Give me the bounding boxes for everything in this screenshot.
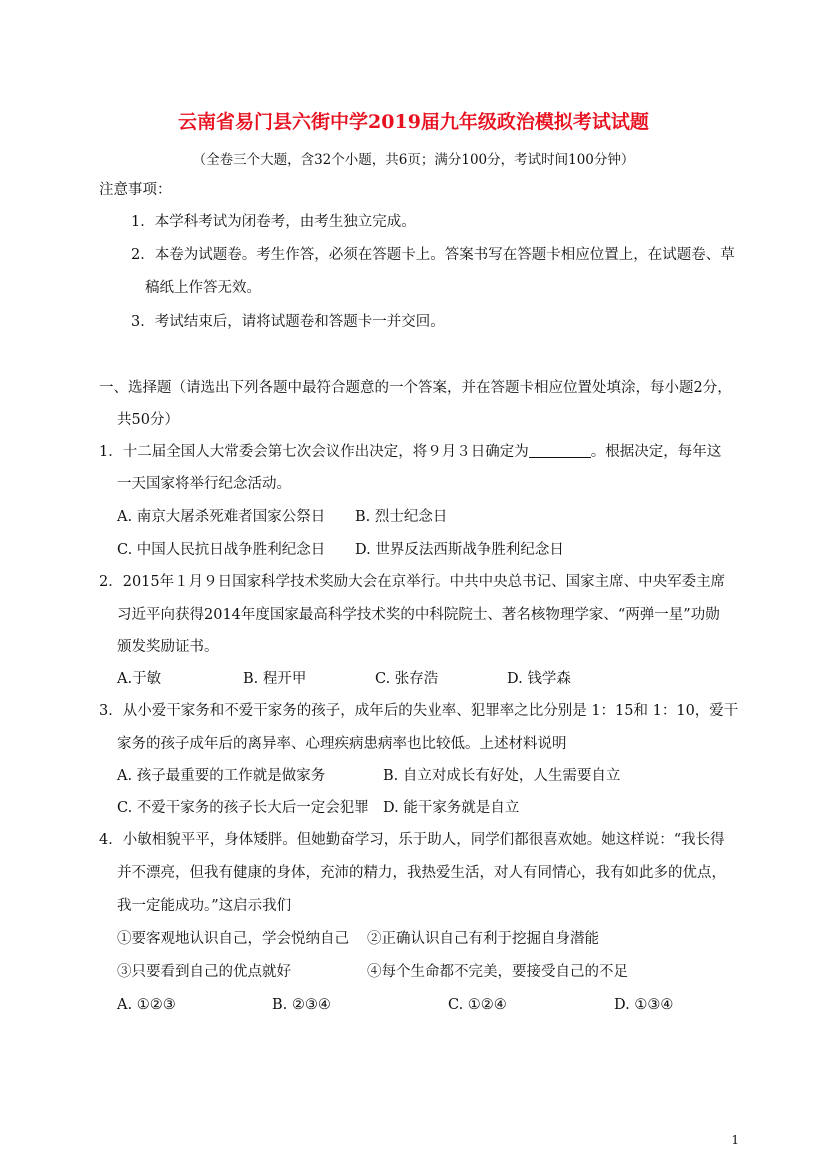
option-a: A. 孩子最重要的工作就是做家务 <box>117 768 326 784</box>
exam-subtitle: （全卷三个大题，含32个小题，共6页；满分100分，考试时间100分钟） <box>192 152 635 168</box>
question-3-line: 3．从小爱干家务和不爱干家务的孩子，成年后的失业率、犯罪率之比分别是 1：15和 1：10，爱干 <box>99 703 739 719</box>
notice-item: 3．考试结束后，请将试题卷和答题卡一并交回。 <box>131 314 445 330</box>
question-1-line <box>99 442 721 462</box>
option-d: D. ①③④ <box>614 997 674 1013</box>
question-4-line: 我一定能成功。”这启示我们 <box>117 898 292 914</box>
option-d: D. 世界反法西斯战争胜利纪念日 <box>355 542 564 558</box>
section-heading-cont: 共50分） <box>117 412 179 428</box>
notice-item: 稿纸上作答无效。 <box>145 280 261 296</box>
statement-2: ②正确认识自己有利于挖掘自身潜能 <box>367 931 599 947</box>
option-a: A.于敏 <box>117 671 162 687</box>
notice-heading: 注意事项： <box>99 182 172 198</box>
statement-4: ④每个生命都不完美，要接受自己的不足 <box>367 964 628 980</box>
question-text: 1．十二届全国人大常委会第七次会议作出决定，将９月３日确定为 <box>99 444 529 460</box>
question-4-line: 并不漂亮，但我有健康的身体，充沛的精力，我热爱生活，对人有同情心，我有如此多的优点， <box>117 865 726 881</box>
option-a: A. 南京大屠杀死难者国家公祭日 <box>117 509 326 525</box>
option-c: C. 中国人民抗日战争胜利纪念日 <box>117 542 326 558</box>
question-1-line: 一天国家将举行纪念活动。 <box>117 476 291 492</box>
question-4-line: 4．小敏相貌平平，身体矮胖。但她勤奋学习，乐于助人，同学们都很喜欢她。她这样说：“我长得 <box>99 832 725 848</box>
question-3-line: 家务的孩子成年后的离异率、心理疾病患病率也比较低。上述材料说明 <box>117 736 567 752</box>
answer-blank <box>529 442 591 458</box>
option-c: C. 不爱干家务的孩子长大后一定会犯罪 <box>117 800 369 816</box>
exam-title: 云南省易门县六街中学2019届九年级政治模拟考试试题 <box>178 111 649 133</box>
option-c: C. 张存浩 <box>375 671 439 687</box>
page-number: 1 <box>731 1133 739 1147</box>
option-b: B. 自立对成长有好处，人生需要自立 <box>383 768 621 784</box>
option-c: C. ①②④ <box>448 997 507 1013</box>
option-d: D. 钱学森 <box>507 671 571 687</box>
option-a: A. ①②③ <box>117 997 176 1013</box>
question-2-line: 颁发奖励证书。 <box>117 639 219 655</box>
question-2-line: 2．2015年１月９日国家科学技术奖励大会在京举行。中共中央总书记、国家主席、中央军委主席 <box>99 574 726 590</box>
statement-1: ①要客观地认识自己，学会悦纳自己 <box>117 931 349 947</box>
section-heading: 一、选择题（请选出下列各题中最符合题意的一个答案，并在答题卡相应位置处填涂，每小题2分， <box>99 380 732 396</box>
statement-3: ③只要看到自己的优点就好 <box>117 964 291 980</box>
question-2-line: 习近平向获得2014年度国家最高科学技术奖的中科院院士、著名核物理学家、“两弹一星”功勋 <box>117 607 720 623</box>
notice-item: 2．本卷为试题卷。考生作答，必须在答题卡上。答案书写在答题卡相应位置上，在试题卷、草 <box>131 247 735 263</box>
notice-item: 1．本学科考试为闭卷考，由考生独立完成。 <box>131 214 416 230</box>
option-b: B. ②③④ <box>272 997 331 1013</box>
option-b: B. 烈士纪念日 <box>355 509 448 525</box>
question-text: 。根据决定，每年这 <box>590 444 722 460</box>
option-d: D. 能干家务就是自立 <box>383 800 520 816</box>
option-b: B. 程开甲 <box>243 671 307 687</box>
